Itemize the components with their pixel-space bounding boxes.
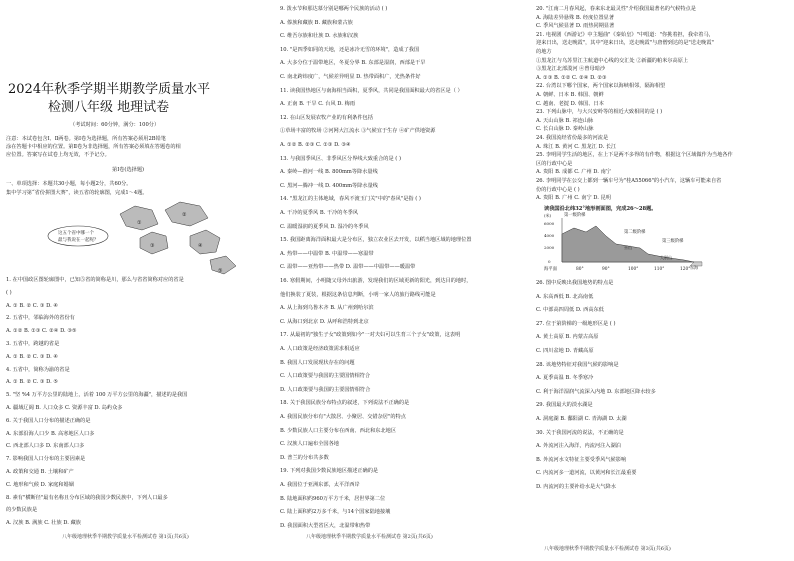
section-heading: 第Ⅰ卷(选择题) [112,167,145,173]
question-line: A. 从上海到乌鲁木齐 B. 从广州到哈尔滨 [280,305,374,312]
map-bubble-text: 这五个省中哪一个 [58,231,94,236]
question-line: 4. 五省中，简称为渝的省是 [6,366,70,373]
question-line: 25. 李明同学生活的地区，在上下是两不多得的有作物，根据这个区域做作为当地各作 [536,152,733,159]
question-line: A. ① B. ② C. ③ D. ④ [6,353,59,360]
question-line: C. 黑河—腾冲一线 D. 400mm等降水量线 [280,182,378,189]
question-line: D. 普兰的分布共多数 [280,454,329,461]
question-line: 7. 影响我国人口分布的主要因素是 [6,456,86,463]
question-line: A. 外流河注入海洋，内流河注入湖泊 [536,443,621,450]
question-line: C. 越南、老挝 D. 韩国、日本 [536,100,604,107]
map-label: ② [182,212,187,218]
question-line: 22. 台湾以下哪个国家，两个国家以海峡相邻，隔海相望 [536,83,666,90]
y-tick: 6000 [544,221,555,226]
map-label: ① [137,220,142,226]
question-line: A. 我国位于亚洲东部，太平洋西岸 [280,482,360,488]
question-line: A. ①② B. ①③ C. ②④ D. ③⑤ [6,328,77,335]
exam-meta: （考试时间：60分钟，满分：100分） [70,122,160,128]
question-line: C. 温暖湿润的夏季风 D. 湿冷的冬季风 [280,223,369,230]
question-line: 迎来日出，送走晚霞"，其中"迎来日出，送走晚霞"与唐僧到达的是"送走晚霞" [536,40,714,47]
question-line: 24. 我国流经省份最多的河流是 [536,135,609,141]
question-line: 8. 素有"横断径"最有名称且分布区域的我国少数民族中，下列人口最多 [6,494,168,501]
question-line: 17. 从最初的"独生子女"政策到如今"一对夫妇可以生育三个子女"政策，这表明 [280,332,461,339]
question-line: A. ①③ B. ①② C. ②④ D. ②③ [536,74,607,81]
question-line: 5. "坚 %4 万平方公里的陆地上，活着 100 万平方公里的海疆"，描述的是我国 [6,392,188,399]
x-tick: 100° [628,267,639,272]
y-tick: 2000 [544,245,555,250]
question-line: A. 珠江 B. 黄河 C. 黑龙江 D. 长江 [536,143,617,150]
question-line: 18. 关于我国民族分布特点的叙述，下列说法不正确的是 [280,400,410,407]
question-line: A. ①② B. ②③ C. ①③ D. ③④ [280,142,351,148]
y-tick: 4000 [544,233,555,238]
question-line: 的地方 [536,49,552,55]
question-line: 2. 五省中，邻临海外的省份有 [6,315,75,322]
question-line: 区的行政中心是 [536,160,573,167]
question-line: 3. 五省中，跨越的省是 [6,341,60,347]
question-line: A. 天山山脉 B. 祁连山脉 [536,117,594,124]
question-line: C. 陆上面积约2万多千米，与14个国家陆地接壤 [280,509,391,516]
question-line: A. 人口政策是经济政策需求相适应 [280,346,360,352]
question-line: A. 朝鲜、日本 B. 韩国、朝鲜 [536,92,604,98]
note-line: 应位置。答案写在试卷上均无效，不予记分。 [6,152,110,158]
question-line: C. 季风气候显著 D. 雨热同期显著 [536,23,615,30]
question-line: 28. 该地势特征对我国气候的影响是 [536,361,619,368]
question-line: 11. 读我国热地区与南海相当面积，夏季风，共同是我国面积最大的省区是（ ） [280,87,463,94]
exam-title-line2: 检测八年级 地理试卷 [48,100,170,115]
question-line: D. 我国面积大型省区大，北温带和热带 [280,522,371,529]
question-line: A. 贵阳 B. 广州 C. 南宁 D. 昆明 [536,195,611,202]
question-line: C. 长白山脉 D. 秦岭山脉 [536,126,594,133]
question-line: C. 西北部人口多 D. 东南部人口多 [6,443,85,450]
question-line: 30. 关于我国河流的说法，不正确的是 [536,429,624,436]
question-line: 27. 位于第阶梯的一级地形区是 ( ) [536,320,616,327]
question-line: C. 人口政策要与我国的主要国情相符合 [280,373,371,380]
question-line: A. 正南 B. 干旱 C. 台风 D. 梅雨 [280,101,355,108]
question-line: 1. 在中国政区图轮廓图中，已知⑤省的简称是川，那么与省省简称对应的省是 [6,277,184,283]
x-tick: 80° [576,267,584,272]
question-line: 9. 泼水节和那达慕分别是哪两个民族的活动 ( ) [280,6,388,12]
section-intro: 一、单项选择：本题共30小题，每小题2分，共60分。 [6,181,132,187]
question-line: 21. 电视剧《西游记》中主题曲"《秦始皇》"中唱道："你挑着担，我牵着马， [536,31,714,38]
question-line: A. 东部沿海人口少 B. 高寒地区人口多 [6,430,95,437]
question-line: 14. "黑龙江的主体地域，春风不渡玉门关"中的"春风"是指 ( ) [280,196,421,203]
question-line: C. 从海口到北京 D. 从呼和浩特到北京 [280,318,369,325]
question-line: ③黑龙江北部漠河 ④曾母暗沙 [536,66,606,73]
step-label: 第二级阶梯 [624,230,646,235]
question-line: ( ) [6,289,12,296]
question-line: C. 地形和气候 D. 家庭和婚姻 [6,481,74,488]
question-line: C. 汉族人口遍布全国各地 [280,441,339,448]
question-line: A. 夏季高温 B. 冬季寒冷 [536,375,594,382]
question-line: A. 海陆差异悬殊 B. 经度位置显著 [536,14,615,21]
question-line: A. 洞庭湖 B. 鄱阳湖 C. 青海湖 D. 太湖 [536,416,627,422]
question-line: C. 利于海洋湿润气流深入内地 D. 东部地区降水较多 [536,388,656,395]
question-line: A. 东高西低 B. 北高南低 [536,293,594,300]
question-line: C. 内流河多一道河流，以黄河和长江最重要 [536,470,637,477]
question-line: A. 傣族和藏族 B. 藏族和蒙古族 [280,19,353,26]
question-line: C. 中部高四周低 D. 西高东低 [536,307,604,314]
question-line: 10. "是四季如同的天地，还是冰冷无雪的环境"，造成了我国 [280,46,420,53]
question-line: 12. 在山区发展农牧产业的有利条件包括 [280,114,373,121]
question-line: 19. 下列对我国少数民族地区描述正确的是 [280,468,379,475]
question-line: 15. 我国距离海洋面积最大是分布区，独立农业区去开发，以稻当地区域的地理位置 [280,237,472,244]
question-line: 16. 寒假期间，小明随父母外出旅游，发现我们的区域更新的阳光，到达目的地时， [280,278,472,284]
map-label: ⑤ [218,268,223,274]
exam-title-line1: 2024年秋季学期半期教学质量水平 [8,82,211,97]
map-label: ③ [150,243,155,249]
question-line: A. 热带——中温带 B. 中温带——寒温带 [280,250,374,257]
step-label: 第三级阶梯 [662,239,684,244]
question-line: 26. 李明同学在公交上都到一辆车号为"桂A55066"的小汽车，这辆车可能来自省 [536,178,722,184]
question-line: 13. 与我国季风区、非季风区分界线大致重合的是 ( ) [280,155,401,162]
x-tick: 90° [602,267,610,272]
question-line: ①黑龙江与乌苏里江主航道中心线的交汇处 ②新疆的帕米尔高原上 [536,57,689,64]
question-line: A. 黄土高原 B. 内蒙古高原 [536,334,599,341]
place-label: 大别山 [660,255,672,260]
section-intro: 集中学习第“省份拼图大赛”，读五省的轮廓图，完成1～4题。 [6,190,148,196]
question-line: C. 南北跨纬度广，气候差异明显 D. 热带面积广，光热条件好 [280,74,421,80]
page-3 [532,0,794,561]
question-line: 6. 关于我国人口分布的描述正确的是 [6,417,91,424]
place-label: 巫山 [624,245,632,250]
question-line: A. 我国民族分布有"大散居、小聚居、交错杂居"的特点 [280,414,406,420]
question-line: 20. "江南二月春风起，春来东北最灵性"介绍我国最著名的气候特点是 [536,6,696,12]
question-line: C. 维吾尔族和壮族 D. 水族和汉族 [280,33,359,40]
question-line: 23. 下列山脉中，与大兴安岭等的相近大致相同的是 ( ) [536,109,663,116]
question-line: 的少数民族是 [6,507,38,514]
page-footer: 八年级地理秋季半期教学质量水平检测试卷 第3页(共6页) [544,546,671,552]
question-line: B. 外流河水文特征主要受季风气候影响 [536,456,627,463]
question-line: C. 四川盆地 D. 青藏高原 [536,348,594,354]
question-line: D. 人口政策要与我国的主要国情相符合 [280,386,371,393]
step-label: 第一级阶梯 [564,213,586,218]
question-line: D. 内流河的主要补给水是大气降水 [536,484,616,490]
question-line: A. 干冷的夏季风 B. 干冷的冬季风 [280,210,359,216]
question-line: A. 贵阳 B. 成都 C. 广州 D. 南宁 [536,169,611,176]
question-line: B. 陆地面积约960万平方千米，居世界第二位 [280,495,386,502]
question-line: A. ① B. ② C. ③ D. ⑤ [6,379,59,386]
page-1 [0,0,270,561]
question-line: A. ① B. ② C. ③ D. ④ [6,302,59,309]
x-tick: 120° [680,267,691,272]
question-line: A. 秦岭—淮河一线 B. 800mm等降水量线 [280,169,378,176]
question-line: 他们换装了夏装，根据这条信息判断，小明一家人的旅行路线可能是 [280,291,436,298]
profile-title: 读我国沿北纬32°地形剖面图，完成26～28题。 [544,206,657,212]
question-line: 29. 我国最大的淡水湖是 [536,402,593,409]
page-2 [276,0,526,561]
page-footer: 八年级地理秋季半期教学质量水平检测试卷 第1页(共6页) [62,534,189,540]
note-line: 注意：本试卷包含Ⅰ、Ⅱ两卷。第Ⅰ卷为选择题，所有答案必须用2B铅笔 [6,136,166,142]
question-line: A. 疆域辽阔 B. 人口众多 C. 资源丰富 D. 岛屿众多 [6,405,123,411]
place-label: 东海 [690,265,698,270]
question-line: 份的行政中心是 ( ) [536,186,580,193]
note-line: 涂在答题卡中相应的位置。第Ⅱ卷为非选择题，所有答案必须填在答题卷的相 [6,144,181,150]
question-line: ①草场丰富的牧场 ②河网大江流水 ③气候宜于生存 ④矿产供地资源 [280,128,436,135]
y-axis-unit: (米) [544,213,552,218]
question-line: A. 汉族 B. 满族 C. 壮族 D. 藏族 [6,520,81,527]
question-line: A. 大多分位于温带地区，冬夏分界 B. 东部是湿润，西部是干旱 [280,60,426,67]
y-tick: 0 [548,259,551,264]
question-line: 26. 图中反映出我国地势的特点是 [536,280,614,286]
question-line: B. 少数民族人口主要分布在西南、西北和东北地区 [280,427,397,434]
map-bubble-text: 最与我说在一起呢？ [58,238,99,243]
x-tick: 110° [654,267,665,272]
question-line: A. 政策和交通 B. 土壤和矿产 [6,469,74,475]
question-line: B. 我国人口发展现状存在的问题 [280,359,355,366]
map-label: ④ [198,243,203,249]
question-line: C. 温带——亚热带——热带 D. 温带——中温带——暖温带 [280,264,416,271]
sea-level-label: 海平面 [544,267,557,272]
page-footer: 八年级地理秋季半期教学质量水平检测试卷 第2页(共6页) [306,534,433,540]
